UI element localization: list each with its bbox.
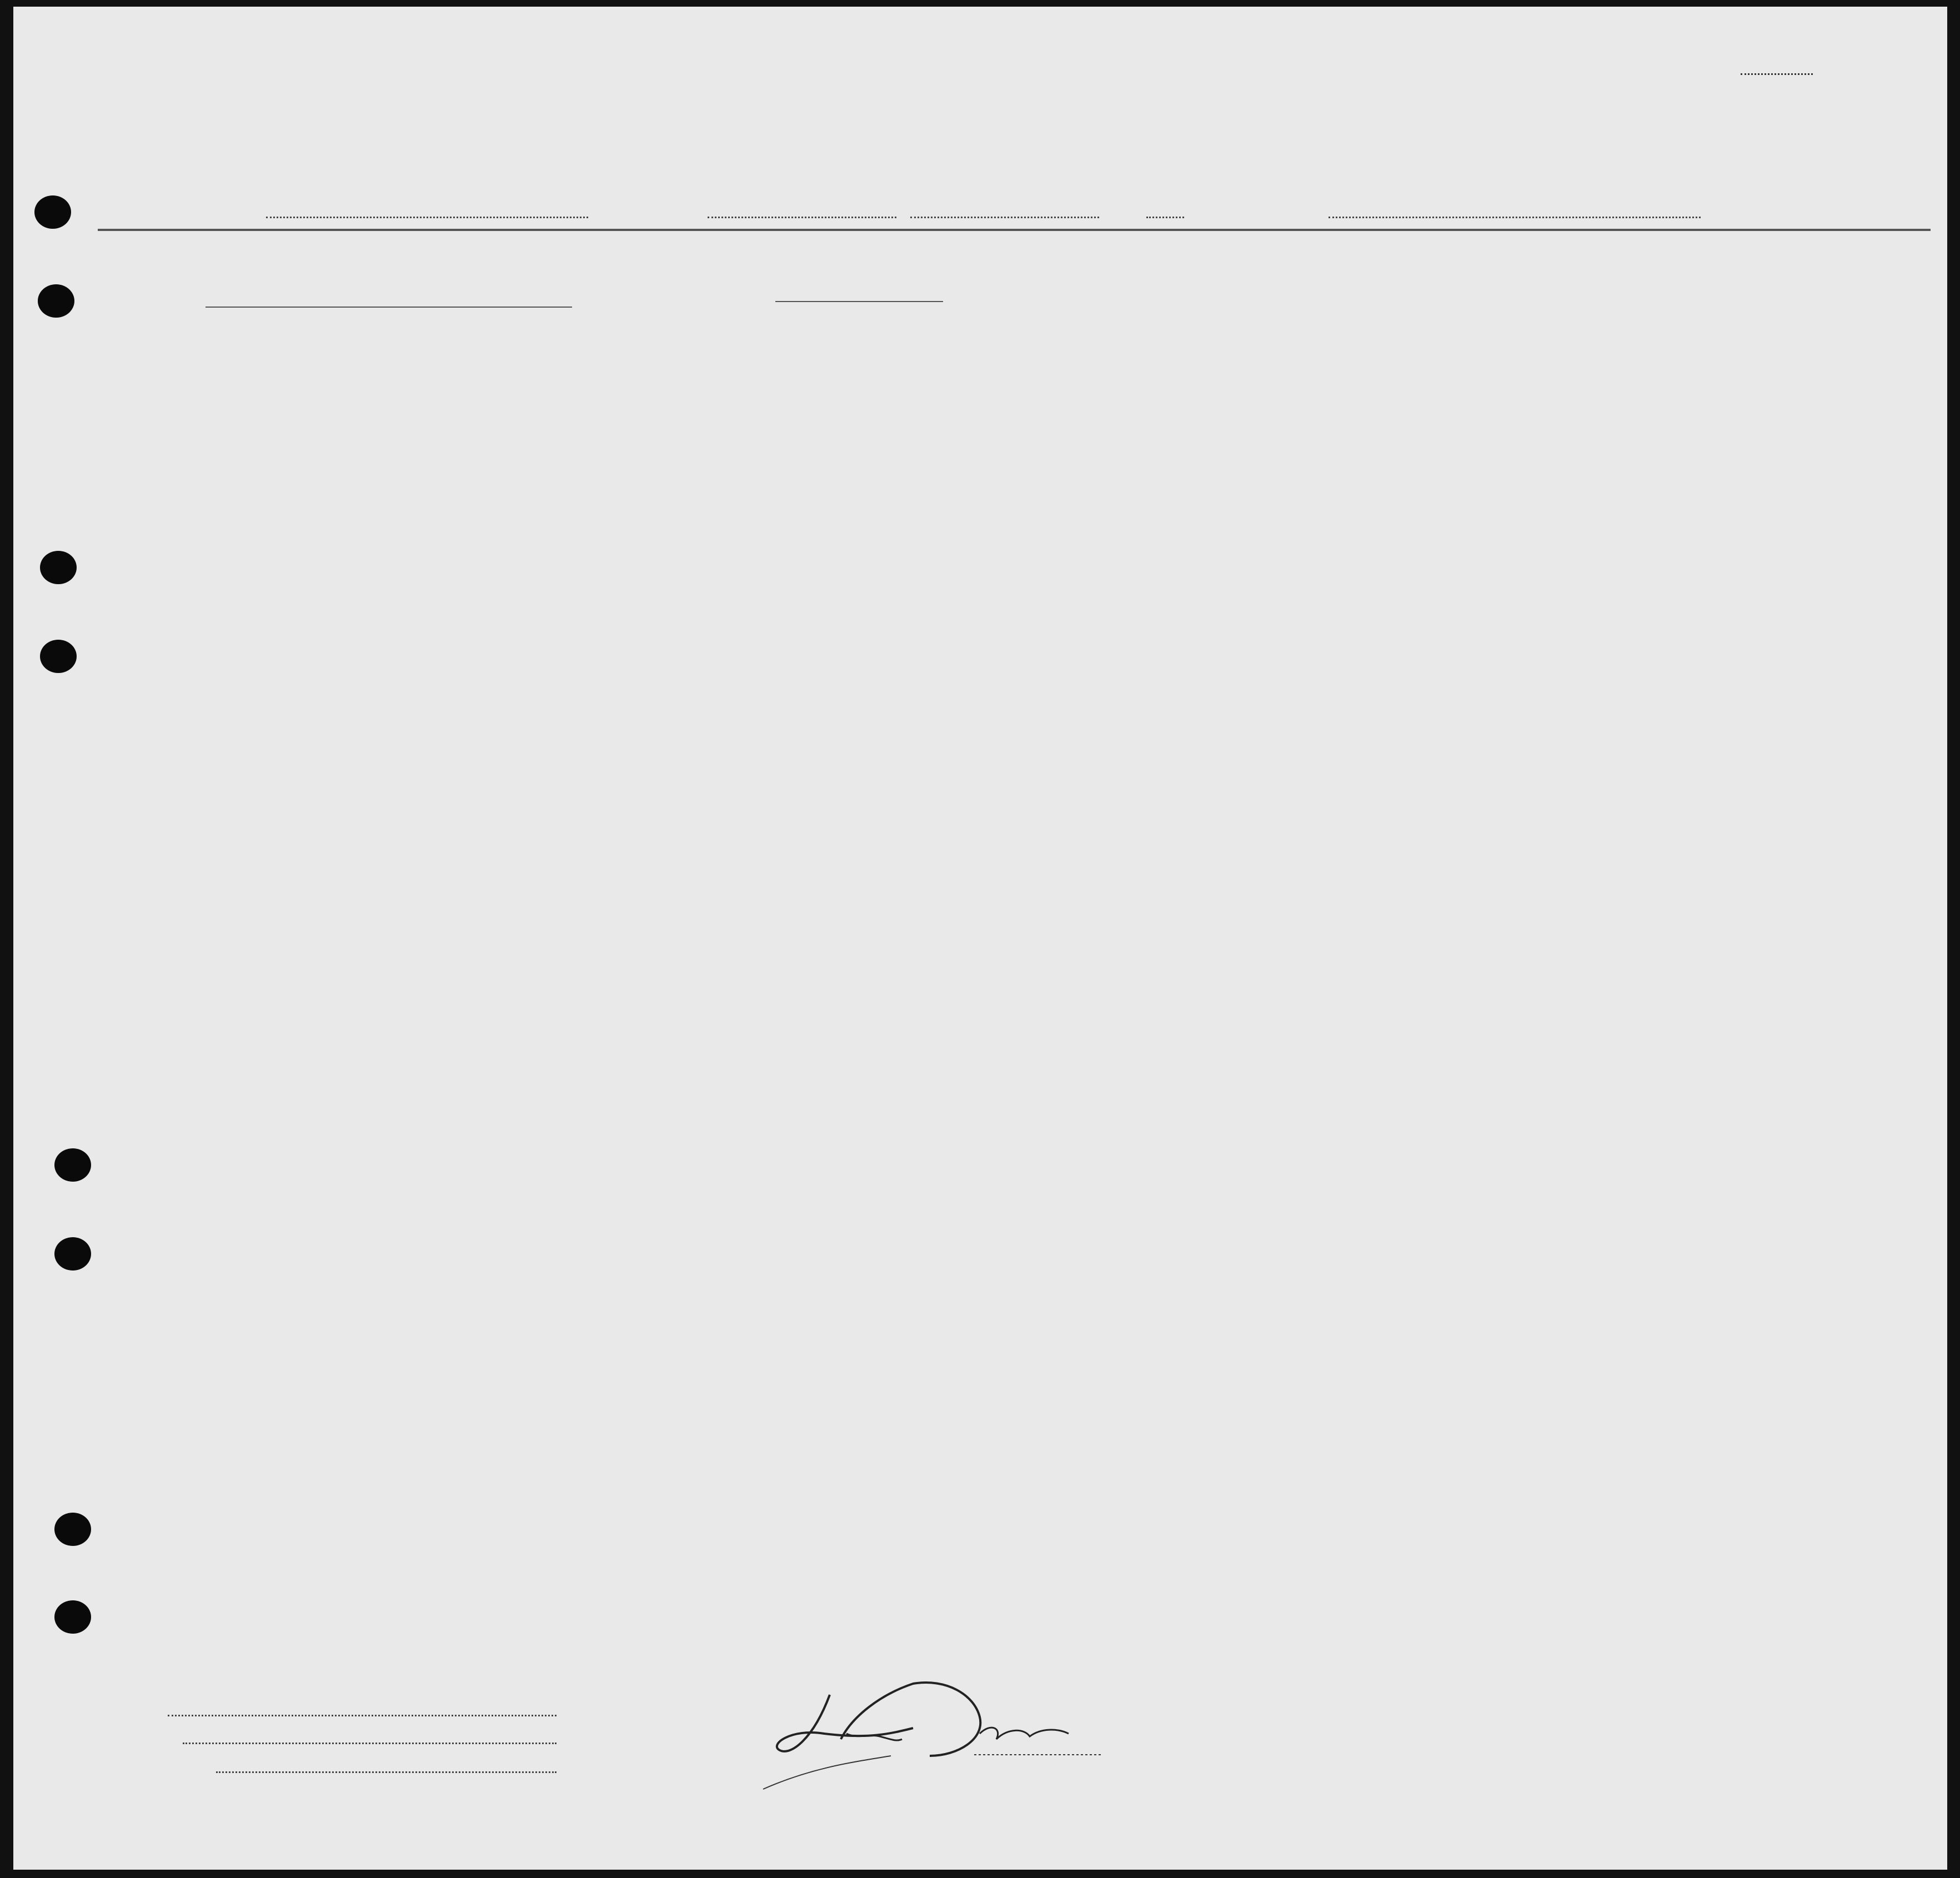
- binder-hole: [38, 284, 74, 318]
- shipped-divider: [775, 301, 943, 302]
- binder-hole: [54, 1600, 91, 1634]
- sheet-number-field: [1741, 73, 1813, 75]
- local-agents-field: [216, 1771, 557, 1773]
- from-port-line: [1329, 217, 1701, 218]
- name-divider: [205, 307, 572, 308]
- manifest-page: [13, 7, 1947, 1870]
- year-line: [1146, 217, 1184, 218]
- inspector-signature: [746, 1661, 1135, 1795]
- arriving-date-line: [910, 217, 1099, 218]
- line-field: [168, 1715, 557, 1716]
- binder-hole: [40, 640, 77, 673]
- binder-hole: [34, 195, 71, 229]
- header-rule: [98, 229, 1931, 231]
- arriving-port-line: [708, 217, 896, 218]
- binder-hole: [54, 1237, 91, 1271]
- owners-field: [183, 1743, 557, 1744]
- vessel-name-line: [266, 217, 588, 218]
- binder-hole: [54, 1148, 91, 1182]
- binder-hole: [54, 1513, 91, 1546]
- binder-hole: [40, 551, 77, 584]
